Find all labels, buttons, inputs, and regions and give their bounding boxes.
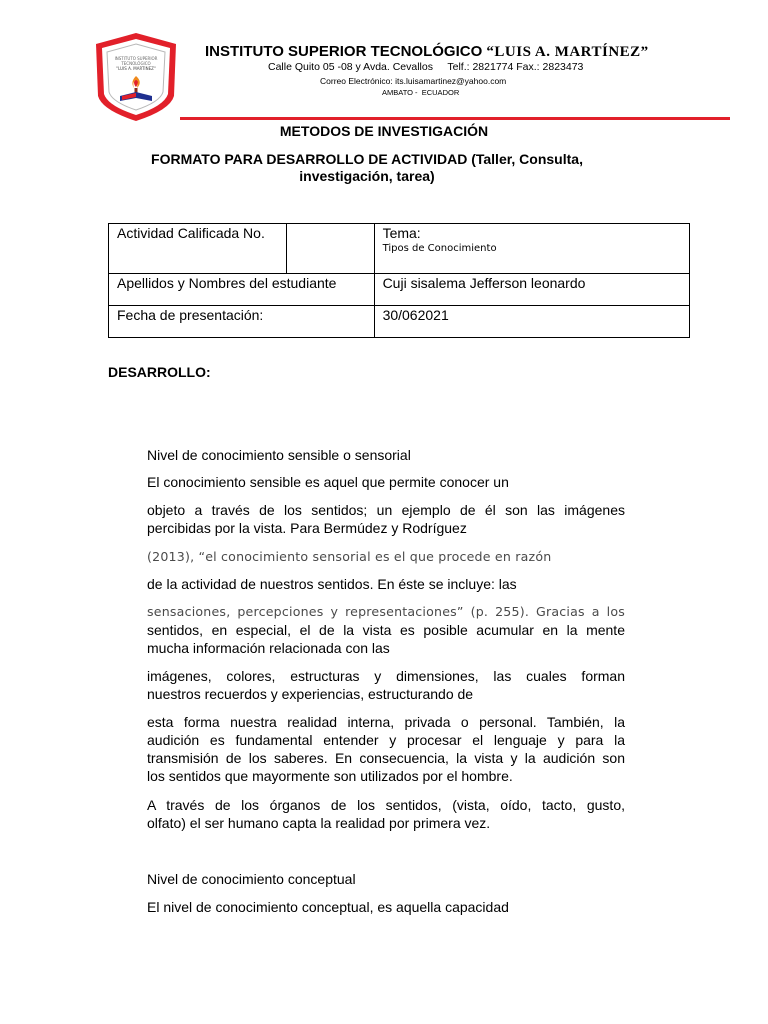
svg-text:TECNOLÓGICO: TECNOLÓGICO	[121, 61, 151, 66]
subject-title: METODOS DE INVESTIGACIÓN	[279, 123, 489, 139]
paragraph-line: percibidas por la vista. Para Bermúdez y Rodríguez	[147, 520, 467, 536]
activity-label: Actividad Calificada No.	[109, 224, 287, 274]
paragraph-line: nuestros recuerdos y experiencias, estructurando de	[147, 686, 474, 702]
paragraph: El nivel de conocimiento conceptual, es aquella capacidad	[147, 899, 509, 915]
svg-text:"LUIS A. MARTINEZ": "LUIS A. MARTINEZ"	[116, 66, 156, 71]
paragraph-line: los sentidos que mayormente son utilizados por el hombre.	[147, 768, 513, 784]
quote-fragment: Gracias a los	[529, 604, 625, 619]
paragraph	[147, 501, 625, 537]
paragraph-line: audición es fundamental entender y procesar el lenguaje y para la	[147, 732, 625, 748]
paragraph-line: olfato) el ser humano capta la realidad por primera vez.	[147, 815, 491, 831]
quote-fragment: sensaciones, percepciones y representaciones” (p. 255).	[147, 604, 530, 619]
tema-cell	[374, 224, 689, 274]
format-title-line1: FORMATO PARA DESARROLLO DE ACTIVIDAD (Taller, Consulta,	[151, 151, 583, 167]
format-title-line2: investigación, tarea)	[299, 168, 435, 184]
tema-label: Tema:	[382, 225, 421, 241]
format-title	[100, 151, 634, 185]
paragraph-line	[147, 602, 625, 621]
paragraph-line: sentidos, en especial, el de la vista es posible acumular en la mente	[147, 622, 625, 638]
paragraph-heading-conceptual: Nivel de conocimiento conceptual	[147, 871, 356, 887]
institute-name-prefix: INSTITUTO SUPERIOR TECNOLÓGICO	[205, 43, 483, 60]
paragraph	[147, 602, 625, 657]
activity-info-table	[108, 223, 690, 338]
paragraph-line: imágenes, colores, estructuras y dimensiones, las cuales forman	[147, 668, 625, 684]
institute-address: Calle Quito 05 -08 y Avda. Cevallos Telf.: 2821774 Fax.: 2823473	[268, 61, 584, 73]
table-row	[109, 306, 690, 338]
paragraph	[147, 796, 625, 832]
paragraph	[147, 667, 625, 703]
paragraph-line: transmisión de los saberes. En consecuencia, la vista y la audición son	[147, 750, 625, 766]
quote-line: (2013), “el conocimiento sensorial es el que procede en razón	[147, 549, 552, 564]
header-divider	[180, 117, 730, 120]
section-heading: DESARROLLO:	[108, 364, 211, 380]
institute-name-serif: “LUIS A. MARTÍNEZ”	[486, 44, 649, 60]
institute-name	[205, 43, 649, 61]
date-label: Fecha de presentación:	[109, 306, 375, 338]
student-label: Apellidos y Nombres del estudiante	[109, 274, 375, 306]
date-value: 30/062021	[374, 306, 689, 338]
paragraph: El conocimiento sensible es aquel que permite conocer un	[147, 474, 509, 490]
paragraph	[147, 713, 625, 785]
institute-email: Correo Electrónico: its.luisamartinez@yahoo.com	[320, 76, 507, 86]
tema-value: Tipos de Conocimiento	[382, 243, 497, 254]
svg-text:INSTITUTO SUPERIOR: INSTITUTO SUPERIOR	[114, 56, 158, 61]
paragraph-line: mucha información relacionada con las	[147, 640, 390, 656]
table-row	[109, 224, 690, 274]
activity-value	[286, 224, 374, 274]
student-value: Cuji sisalema Jefferson leonardo	[374, 274, 689, 306]
paragraph-line: esta forma nuestra realidad interna, privada o personal. También, la	[147, 714, 625, 730]
paragraph-line: A través de los órganos de los sentidos, (vista, oído, tacto, gusto,	[147, 797, 625, 813]
table-row	[109, 274, 690, 306]
paragraph: de la actividad de nuestros sentidos. En éste se incluye: las	[147, 576, 517, 592]
paragraph-line: objeto a través de los sentidos; un ejemplo de él son las imágenes	[147, 502, 625, 518]
institute-city: AMBATO - ECUADOR	[382, 88, 460, 97]
paragraph-heading-sensible: Nivel de conocimiento sensible o sensorial	[147, 447, 411, 463]
institute-logo	[90, 30, 182, 124]
